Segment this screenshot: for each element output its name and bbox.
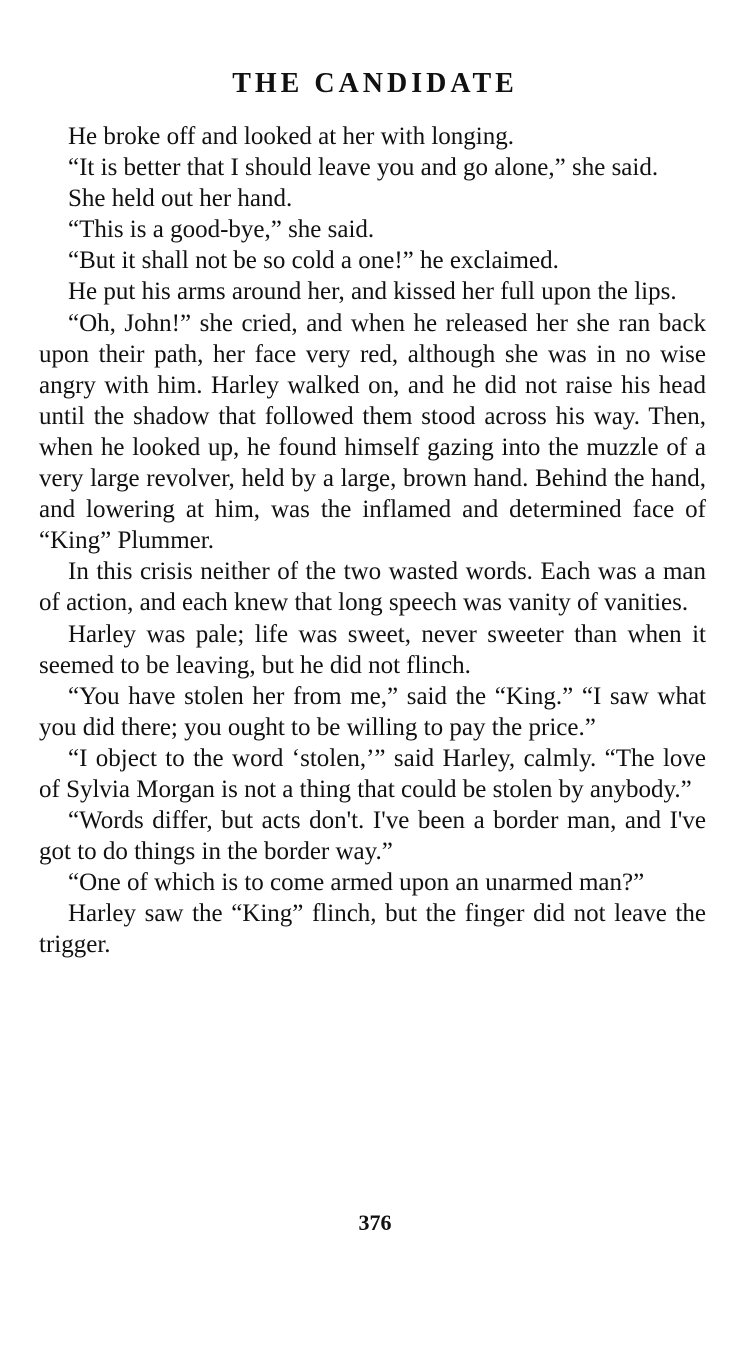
paragraph: In this crisis neither of the two wasted words. Each was a man of action, and each knew that long speech was vanity of vanities.: [39, 558, 706, 617]
paragraph: “It is better that I should leave you and go alone,” she said.: [68, 154, 659, 182]
paragraph: Harley saw the “King” flinch, but the finger did not leave the trigger.: [39, 900, 706, 959]
paragraph: She held out her hand.: [68, 185, 293, 213]
paragraph: “I object to the word ‘stolen,’” said Harley, calmly. “The love of Sylvia Morgan is not a thing that could be stolen by anybody.”: [39, 744, 706, 803]
body-text: [39, 121, 706, 961]
paragraph: He put his arms around her, and kissed her full upon the lips.: [68, 278, 677, 306]
paragraph: “Oh, John!” she cried, and when he released her she ran back upon their path, her face very red, although she was in no wise angry with him. Harley walked on, and he did not raise his head until the shadow that followed them stood across his way. Then, when he looked up, he found himself gazing into the muzzle of a very large revolver, held by a large, brown hand. Behind the hand, and lowering at him, was the inflamed and determined face of “King” Plummer.: [39, 309, 706, 555]
paragraph: “You have stolen her from me,” said the “King.” “I saw what you did there; you ought to be willing to pay the price.”: [39, 682, 706, 741]
running-head: THE CANDIDATE: [232, 68, 518, 99]
paragraph: He broke off and looked at her with longing.: [68, 123, 514, 150]
paragraph: Harley was pale; life was sweet, never sweeter than when it seemed to be leaving, but he did not flinch.: [39, 620, 706, 679]
paragraph: “But it shall not be so cold a one!” he exclaimed.: [68, 247, 559, 275]
page-number: 376: [358, 1210, 392, 1235]
paragraph: “One of which is to come armed upon an unarmed man?”: [68, 869, 645, 897]
paragraph: “Words differ, but acts don't. I've been a border man, and I've got to do things in the border way.”: [39, 807, 706, 866]
paragraph: “This is a good-bye,” she said.: [68, 216, 375, 244]
